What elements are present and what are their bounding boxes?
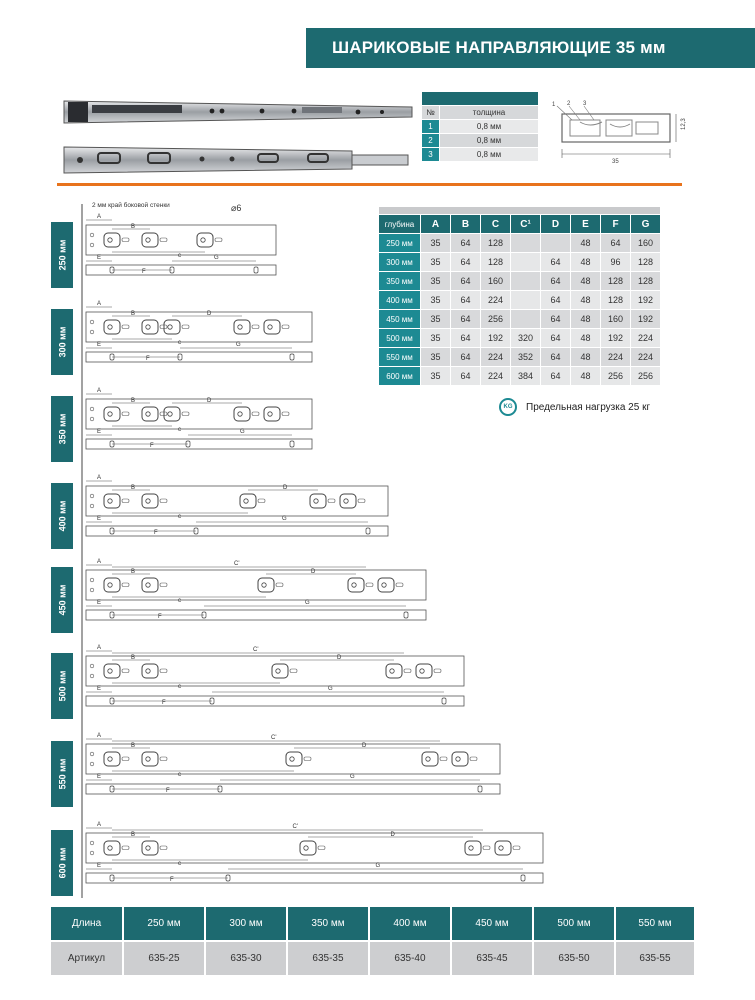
mount-hole: [146, 412, 150, 416]
dimension-label-a: A: [97, 214, 102, 220]
thickness-row-no: 1: [422, 120, 440, 134]
article-cell: 635-55: [615, 941, 695, 975]
length-cell: 350 мм: [287, 907, 369, 941]
size-label-550: 550 мм: [51, 741, 73, 807]
article-cell: 635-30: [205, 941, 287, 975]
mount-hole: [146, 238, 150, 242]
lower-slot: [404, 612, 408, 618]
mount-slot-small: [182, 325, 189, 329]
dims-cell: 64: [451, 234, 481, 253]
mount-hole: [90, 841, 94, 845]
dims-cell: 64: [601, 234, 631, 253]
rail-upper-outline: [86, 570, 426, 600]
dimension-label-f: F: [158, 614, 162, 620]
mount-hole: [146, 499, 150, 503]
dims-cell: 64: [451, 348, 481, 367]
dims-cell: 64: [451, 253, 481, 272]
dims-cell: 96: [601, 253, 631, 272]
mount-hole: [290, 757, 294, 761]
mount-slot-small: [160, 583, 167, 587]
mount-hole: [90, 330, 94, 334]
mount-slot-small: [304, 757, 311, 761]
length-cell: 550 мм: [615, 907, 695, 941]
mount-slot-small: [483, 846, 490, 850]
mount-hole: [469, 846, 473, 850]
article-table: [51, 907, 696, 975]
dims-cell: 64: [451, 329, 481, 348]
dims-cell: 64: [541, 348, 571, 367]
mount-hole: [456, 757, 460, 761]
thickness-row-no: 2: [422, 134, 440, 148]
dimension-label-d: D: [337, 655, 342, 661]
dims-cell: 64: [541, 329, 571, 348]
dimension-label-g: G: [236, 342, 241, 348]
mount-hole: [146, 846, 150, 850]
mount-hole: [146, 583, 150, 587]
mount-hole: [90, 243, 94, 247]
dimension-label-b: B: [131, 398, 136, 404]
length-cell: 500 мм: [533, 907, 615, 941]
dimension-label-b: B: [131, 224, 136, 230]
dims-cell-depth: 300 мм: [379, 253, 421, 272]
mount-slot-small: [122, 238, 129, 242]
weight-icon: KG: [499, 398, 517, 416]
profile-height-label: 12,3: [681, 118, 687, 130]
profile-label-2: 2: [567, 101, 571, 107]
mount-hole: [90, 664, 94, 668]
mount-slot-small: [160, 757, 167, 761]
profile-label-1: 1: [552, 102, 556, 108]
mount-slot-small: [122, 757, 129, 761]
mount-slot-small: [282, 412, 289, 416]
mount-slot-small: [290, 669, 297, 673]
mount-hole: [108, 669, 112, 673]
dimension-label-g: G: [328, 686, 333, 692]
rail-upper-outline: [86, 656, 464, 686]
dimension-label-e: E: [97, 600, 102, 606]
mount-slot-small: [258, 499, 265, 503]
article-header: Артикул: [51, 941, 123, 975]
length-cell: 300 мм: [205, 907, 287, 941]
mount-hole: [168, 412, 172, 416]
dimension-label-e: E: [97, 255, 102, 261]
dimension-label-f: F: [170, 877, 174, 883]
dimension-label-c: c: [178, 772, 181, 778]
dimension-label-d: D: [362, 743, 367, 749]
dims-cell: 35: [421, 367, 451, 386]
thickness-row-value: 0,8 мм: [440, 148, 539, 162]
dims-cell: 128: [601, 291, 631, 310]
dims-cell: 128: [631, 272, 661, 291]
mount-hole: [238, 325, 242, 329]
dimension-label-c: c: [178, 253, 181, 259]
dims-cell: 256: [601, 367, 631, 386]
length-cell: 250 мм: [123, 907, 205, 941]
mount-hole: [390, 669, 394, 673]
dims-cell-depth: 350 мм: [379, 272, 421, 291]
rail-upper-outline: [86, 225, 276, 255]
dims-cell: 224: [481, 291, 511, 310]
dimension-label-e: E: [97, 863, 102, 869]
article-cell: 635-40: [369, 941, 451, 975]
dimension-label-c1: C': [292, 824, 298, 830]
dimension-label-a: A: [97, 733, 102, 739]
mount-hole: [90, 674, 94, 678]
dims-cell: 64: [451, 272, 481, 291]
dims-cell: 35: [421, 329, 451, 348]
mount-slot-small: [182, 412, 189, 416]
dims-cell: 128: [601, 272, 631, 291]
dimension-label-f: F: [146, 356, 150, 362]
dimension-label-a: A: [97, 475, 102, 481]
mount-hole: [262, 583, 266, 587]
mount-hole: [426, 757, 430, 761]
thickness-row-no: 3: [422, 148, 440, 162]
dims-header-d: D: [541, 215, 571, 234]
dimension-label-c: c: [178, 427, 181, 433]
dims-cell: 224: [481, 348, 511, 367]
dims-cell: 160: [601, 310, 631, 329]
mount-hole: [108, 757, 112, 761]
dims-cell: 160: [631, 234, 661, 253]
mount-hole: [244, 499, 248, 503]
mount-slot-small: [328, 499, 335, 503]
lower-slot: [290, 354, 294, 360]
length-cell: 450 мм: [451, 907, 533, 941]
dims-header-f: F: [601, 215, 631, 234]
dims-cell: 224: [601, 348, 631, 367]
dims-cell: 35: [421, 291, 451, 310]
mount-hole: [268, 325, 272, 329]
dims-header-c: C: [481, 215, 511, 234]
dimension-label-c1: C': [253, 647, 259, 653]
thickness-col-thickness: толщина: [440, 106, 539, 120]
length-header: Длина: [51, 907, 123, 941]
dims-cell: 48: [571, 291, 601, 310]
dims-cell: 48: [571, 348, 601, 367]
dims-cell: 48: [571, 253, 601, 272]
mount-slot-small: [252, 325, 259, 329]
mount-hole: [276, 669, 280, 673]
dimension-label-b: B: [131, 311, 136, 317]
dimension-label-d: D: [283, 485, 288, 491]
mount-slot-small: [513, 846, 520, 850]
dims-cell: 48: [571, 272, 601, 291]
dimension-label-d: D: [207, 398, 212, 404]
mount-hole: [90, 762, 94, 766]
dims-cell-depth: 400 мм: [379, 291, 421, 310]
dimension-label-c: c: [178, 514, 181, 520]
dims-header-g: G: [631, 215, 661, 234]
dims-cell: 64: [451, 310, 481, 329]
mount-hole: [146, 669, 150, 673]
mount-slot-small: [434, 669, 441, 673]
lower-slot: [254, 267, 258, 273]
dims-cell: 64: [541, 253, 571, 272]
mount-slot-small: [122, 669, 129, 673]
lower-slot: [442, 698, 446, 704]
mount-slot-small: [396, 583, 403, 587]
mount-hole: [344, 499, 348, 503]
dimension-label-c: c: [178, 340, 181, 346]
mount-hole: [168, 325, 172, 329]
mount-slot-small: [404, 669, 411, 673]
dimension-label-g: G: [214, 255, 219, 261]
dims-cell: 160: [481, 272, 511, 291]
dimension-label-g: G: [350, 774, 355, 780]
dims-cell: 192: [601, 329, 631, 348]
max-load-text: Предельная нагрузка 25 кг: [526, 401, 651, 413]
size-label-400: 400 мм: [51, 483, 73, 549]
dims-header-e: E: [571, 215, 601, 234]
dimension-label-f: F: [150, 443, 154, 449]
dimension-label-a: A: [97, 645, 102, 651]
mount-hole: [90, 588, 94, 592]
mount-hole: [304, 846, 308, 850]
mount-hole: [90, 504, 94, 508]
thickness-row-value: 0,8 мм: [440, 120, 539, 134]
mount-slot-small: [252, 412, 259, 416]
dims-cell: 224: [481, 367, 511, 386]
dimension-label-e: E: [97, 516, 102, 522]
mount-hole: [146, 757, 150, 761]
mount-slot-small: [122, 583, 129, 587]
mount-hole: [90, 494, 94, 498]
mount-hole: [90, 320, 94, 324]
dimension-label-d: D: [311, 569, 316, 575]
dimension-label-c: c: [178, 598, 181, 604]
mount-hole: [90, 578, 94, 582]
dims-cell: 192: [631, 310, 661, 329]
mount-hole: [146, 325, 150, 329]
mount-slot-small: [282, 325, 289, 329]
dimension-label-f: F: [142, 269, 146, 275]
size-label-350: 350 мм: [51, 396, 73, 462]
dims-cell-depth: 550 мм: [379, 348, 421, 367]
dims-cell-depth: 500 мм: [379, 329, 421, 348]
mount-slot-small: [122, 412, 129, 416]
dims-cell: 48: [571, 329, 601, 348]
dimension-label-a: A: [97, 388, 102, 394]
size-label-600: 600 мм: [51, 830, 73, 896]
dims-cell: 192: [631, 291, 661, 310]
size-label-300: 300 мм: [51, 309, 73, 375]
mount-slot-small: [160, 669, 167, 673]
mount-slot-small: [215, 238, 222, 242]
page-title: ШАРИКОВЫЕ НАПРАВЛЯЮЩИЕ 35 мм: [306, 28, 755, 68]
dimension-label-f: F: [154, 530, 158, 536]
dimension-label-e: E: [97, 686, 102, 692]
dimension-label-f: F: [162, 700, 166, 706]
dims-cell: 35: [421, 253, 451, 272]
dimension-label-e: E: [97, 774, 102, 780]
thickness-col-no: №: [422, 106, 440, 120]
size-label-450: 450 мм: [51, 567, 73, 633]
mount-hole: [201, 238, 205, 242]
hole-diameter-label: ⌀6: [231, 203, 242, 213]
mount-hole: [268, 412, 272, 416]
dimension-label-d: D: [207, 311, 212, 317]
dims-cell: 64: [451, 291, 481, 310]
article-cell: 635-45: [451, 941, 533, 975]
dimension-label-b: B: [131, 485, 136, 491]
dimension-label-c1: C': [271, 735, 277, 741]
mount-slot-small: [160, 499, 167, 503]
mount-hole: [352, 583, 356, 587]
dims-cell: 35: [421, 272, 451, 291]
mount-hole: [108, 238, 112, 242]
mount-slot-small: [122, 846, 129, 850]
dims-cell: 64: [541, 310, 571, 329]
length-cell: 400 мм: [369, 907, 451, 941]
mount-hole: [90, 407, 94, 411]
dims-cell: 352: [511, 348, 541, 367]
article-cell: 635-35: [287, 941, 369, 975]
thickness-row-value: 0,8 мм: [440, 134, 539, 148]
dimension-label-e: E: [97, 429, 102, 435]
mount-slot-small: [318, 846, 325, 850]
rail-upper-outline: [86, 833, 543, 863]
size-label-500: 500 мм: [51, 653, 73, 719]
article-cell: 635-50: [533, 941, 615, 975]
dimension-label-a: A: [97, 559, 102, 565]
lower-slot: [290, 441, 294, 447]
dimension-label-c: c: [178, 684, 181, 690]
size-label-250: 250 мм: [51, 222, 73, 288]
mount-hole: [499, 846, 503, 850]
dims-cell-depth: 450 мм: [379, 310, 421, 329]
dimension-label-c1: C': [234, 561, 240, 567]
dimension-label-g: G: [375, 863, 381, 869]
mount-hole: [90, 752, 94, 756]
dims-cell: 35: [421, 310, 451, 329]
dims-cell: 128: [481, 234, 511, 253]
dimension-label-c: c: [178, 861, 181, 867]
dimension-label-b: B: [131, 569, 136, 575]
mount-slot-small: [358, 499, 365, 503]
dimension-label-d: D: [390, 832, 395, 838]
dims-header-b: B: [451, 215, 481, 234]
article-cell: 635-25: [123, 941, 205, 975]
dims-cell: 224: [631, 329, 661, 348]
mount-slot-small: [276, 583, 283, 587]
dims-cell: 64: [451, 367, 481, 386]
dimension-label-b: B: [131, 655, 136, 661]
mount-hole: [108, 846, 112, 850]
mount-hole: [90, 233, 94, 237]
mount-slot-small: [366, 583, 373, 587]
mount-slot-small: [122, 499, 129, 503]
profile-label-3: 3: [583, 101, 587, 107]
dims-header-depth: глубина: [379, 215, 421, 234]
side-wall-note: 2 мм край боковой стенки: [92, 202, 170, 209]
dims-cell: 35: [421, 234, 451, 253]
dimension-label-e: E: [97, 342, 102, 348]
dims-cell: 64: [541, 367, 571, 386]
mount-hole: [238, 412, 242, 416]
dims-cell: 48: [571, 234, 601, 253]
dims-cell-depth: 600 мм: [379, 367, 421, 386]
mount-hole: [90, 851, 94, 855]
mount-slot-small: [122, 325, 129, 329]
dims-header-a: A: [421, 215, 451, 234]
mount-hole: [314, 499, 318, 503]
dims-cell: 64: [541, 272, 571, 291]
dimension-label-g: G: [305, 600, 310, 606]
dimension-label-a: A: [97, 301, 102, 307]
dims-cell: 48: [571, 310, 601, 329]
mount-slot-small: [160, 238, 167, 242]
mount-hole: [108, 325, 112, 329]
mount-hole: [90, 417, 94, 421]
dims-cell-depth: 250 мм: [379, 234, 421, 253]
dims-cell: 320: [511, 329, 541, 348]
dimension-label-a: A: [97, 822, 102, 828]
lower-slot: [521, 875, 525, 881]
dims-cell: 35: [421, 348, 451, 367]
dims-cell: 224: [631, 348, 661, 367]
dims-cell: 128: [481, 253, 511, 272]
dims-cell: 192: [481, 329, 511, 348]
profile-width-label: 35: [612, 159, 619, 165]
mount-slot-small: [470, 757, 477, 761]
dimension-label-g: G: [240, 429, 245, 435]
dims-cell: 384: [511, 367, 541, 386]
lower-slot: [478, 786, 482, 792]
dims-cell: 256: [631, 367, 661, 386]
mount-hole: [420, 669, 424, 673]
lower-slot: [366, 528, 370, 534]
dims-cell: 128: [631, 253, 661, 272]
mount-slot-small: [160, 846, 167, 850]
dimension-label-f: F: [166, 788, 170, 794]
dims-header-c1: C¹: [511, 215, 541, 234]
dimension-label-b: B: [131, 832, 136, 838]
mount-slot-small: [440, 757, 447, 761]
dims-cell: 256: [481, 310, 511, 329]
mount-hole: [108, 499, 112, 503]
mount-hole: [108, 412, 112, 416]
dimension-label-g: G: [282, 516, 287, 522]
dimension-label-b: B: [131, 743, 136, 749]
dims-cell: 48: [571, 367, 601, 386]
mount-hole: [108, 583, 112, 587]
mount-hole: [382, 583, 386, 587]
dims-cell: 64: [541, 291, 571, 310]
